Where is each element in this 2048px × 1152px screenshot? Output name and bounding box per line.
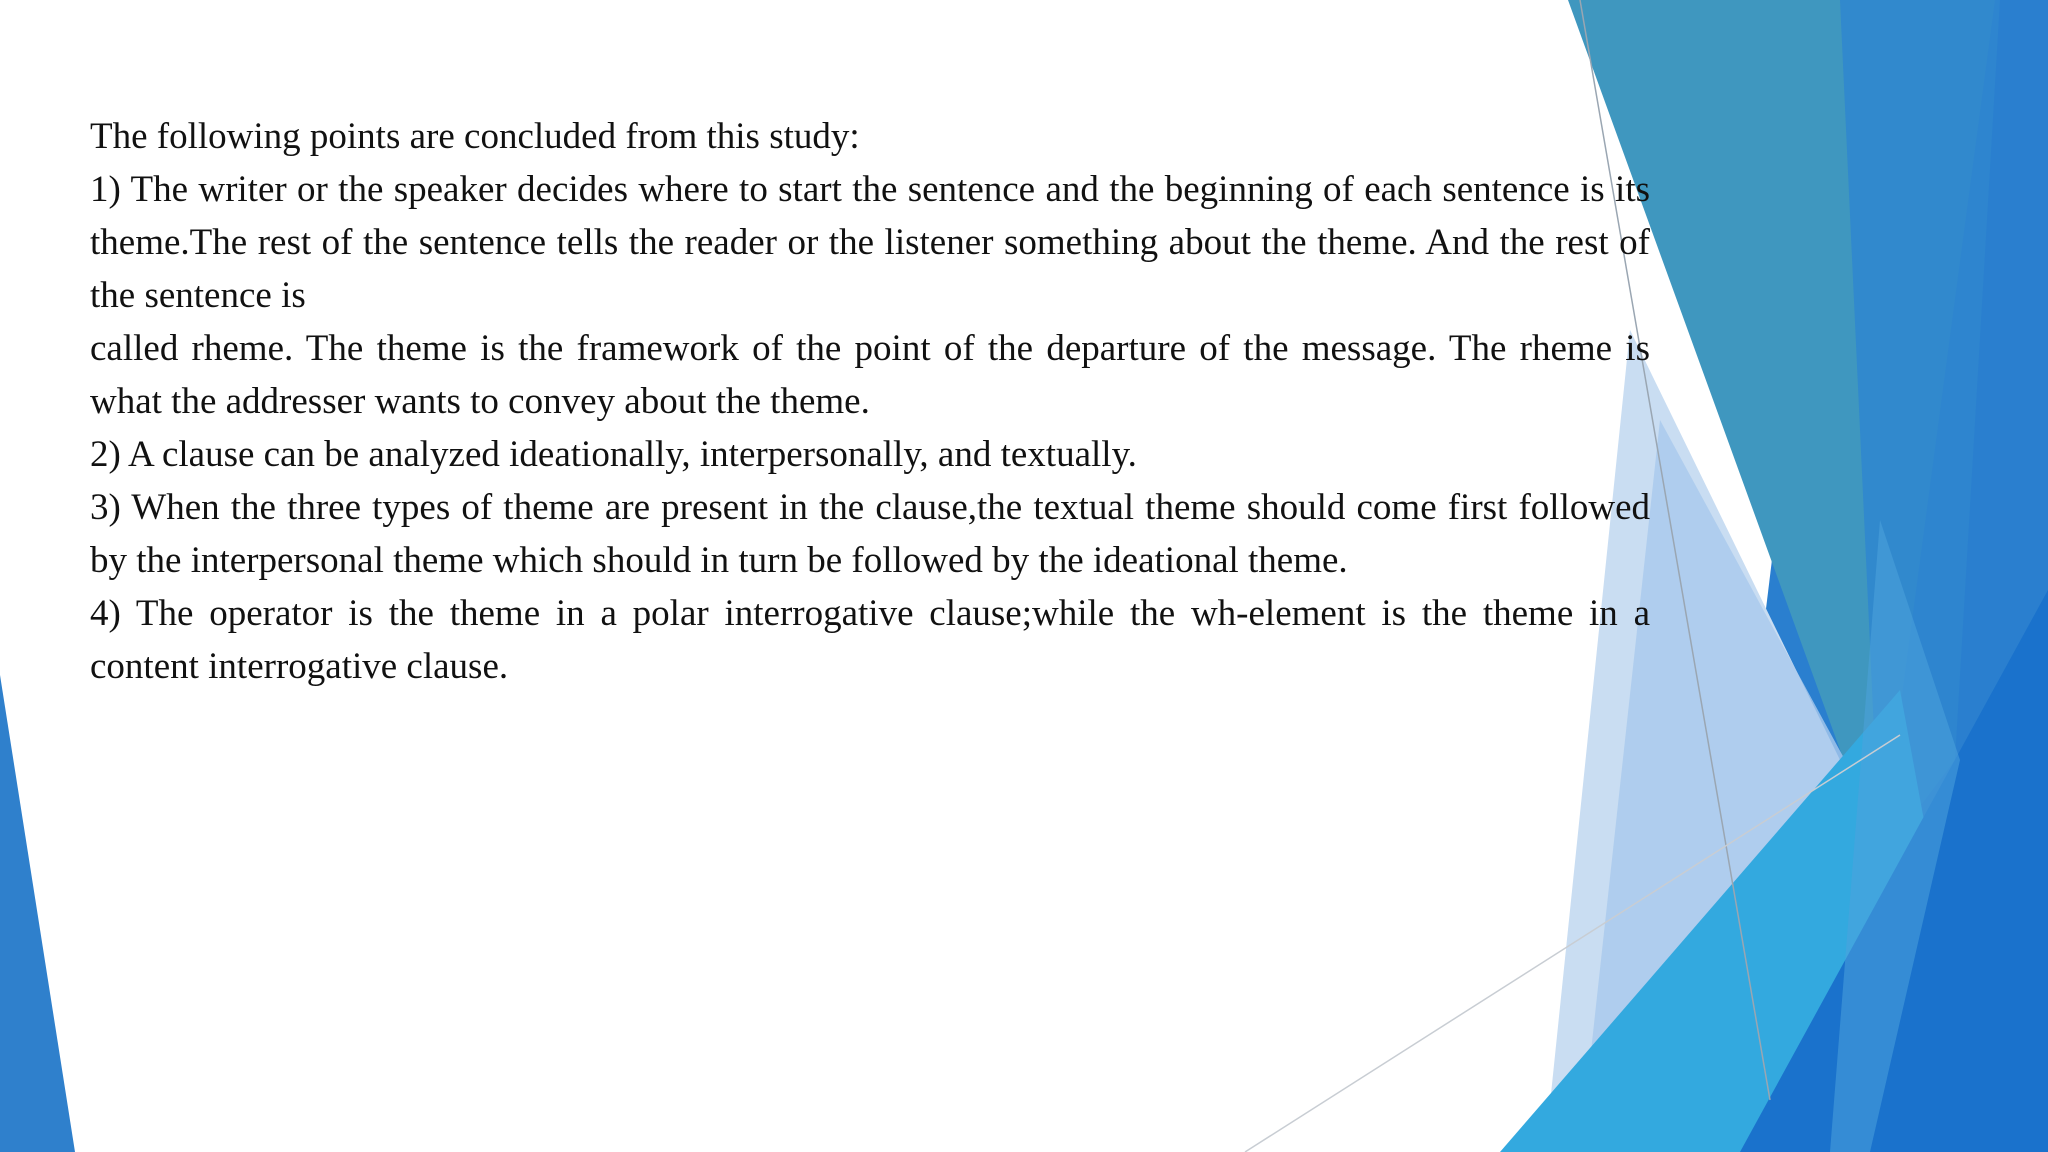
- point-4: 4) The operator is the theme in a polar interrogative clause;while the wh-element is the theme in a content interrogative clause.: [90, 593, 1650, 687]
- slide-text-body: [90, 110, 1650, 693]
- intro-line: The following points are concluded from this study:: [90, 116, 860, 157]
- point-1-continued: called rheme. The theme is the framework of the point of the departure of the message. The rheme is what the addresser wants to convey about the theme.: [90, 328, 1650, 422]
- left-blue-wedge: [0, 675, 75, 1152]
- point-2: 2) A clause can be analyzed ideationally, interpersonally, and textually.: [90, 434, 1137, 475]
- point-1: 1) The writer or the speaker decides where to start the sentence and the beginning of each sentence is its theme.The rest of the sentence tells the reader or the listener something about the theme. And the rest of the sentence is: [90, 169, 1650, 316]
- point-3: 3) When the three types of theme are present in the clause,the textual theme should come first followed by the interpersonal theme which should in turn be followed by the ideational theme.: [90, 487, 1650, 581]
